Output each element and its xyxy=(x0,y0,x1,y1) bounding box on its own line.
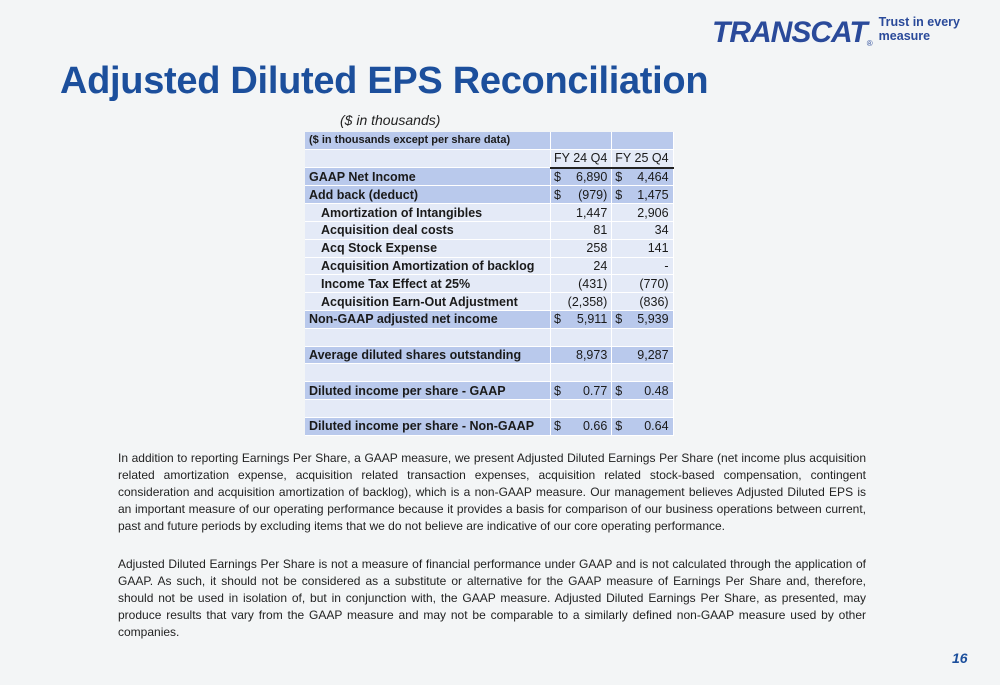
table-row xyxy=(305,221,673,239)
blank-cell xyxy=(551,399,612,417)
value-text: 1,475 xyxy=(637,187,669,202)
value-text: 0.66 xyxy=(582,419,608,434)
spacer-row xyxy=(305,364,673,382)
table-row xyxy=(305,417,673,435)
currency-symbol: $ xyxy=(615,169,623,184)
currency-symbol: $ xyxy=(615,419,623,434)
reconciliation-table xyxy=(305,132,674,436)
table-row xyxy=(305,257,673,275)
blank-cell xyxy=(612,328,673,346)
table-header-row xyxy=(305,149,673,167)
blank-cell xyxy=(612,399,673,417)
blank-cell xyxy=(305,328,551,346)
table-row xyxy=(305,186,673,204)
gaap-disclaimer-paragraph: Adjusted Diluted Earnings Per Share is not a measure of financial performance under GAAP and is not calculated through the application of GAAP. As such, it should not be considered as a substitute or alternative for the GAAP measure of Earnings Per Share and, therefore, should not be used in isolation of, but in conjunction with, the GAAP measure. Adjusted Diluted Earnings Per Share, as presented, may produce results that vary from the GAAP measure and may not be comparable to a similarly defined non-GAAP measure used by other companies. xyxy=(118,557,866,639)
fy24-value: 81 xyxy=(551,221,612,239)
value-text: 6,890 xyxy=(576,169,608,184)
transcat-logo xyxy=(712,16,1000,48)
blank-cell xyxy=(551,328,612,346)
value-text: 0.64 xyxy=(644,419,669,434)
fy24-value: 258 xyxy=(551,239,612,257)
table-caption: ($ in thousands except per share data) xyxy=(305,132,551,149)
fy24-value: 1,447 xyxy=(551,204,612,222)
table-row xyxy=(305,310,673,328)
fy25-value: (836) xyxy=(612,293,673,311)
row-label: GAAP Net Income xyxy=(305,168,551,186)
currency-symbol: $ xyxy=(554,383,561,398)
fy24-value: (2,358) xyxy=(551,293,612,311)
currency-symbol: $ xyxy=(554,419,561,434)
row-label: Diluted income per share - GAAP xyxy=(305,382,551,400)
currency-symbol: $ xyxy=(554,312,561,327)
currency-symbol: $ xyxy=(554,169,561,184)
fy25-value xyxy=(612,310,673,328)
fy25-value: 141 xyxy=(612,239,673,257)
blank-cell xyxy=(551,364,612,382)
blank-cell xyxy=(305,399,551,417)
fy25-value: (770) xyxy=(612,275,673,293)
fy24-value xyxy=(551,417,612,435)
row-label: Acquisition deal costs xyxy=(305,221,551,239)
fy25-value xyxy=(612,168,673,186)
fy25-value: - xyxy=(612,257,673,275)
currency-symbol: $ xyxy=(615,187,623,202)
row-label: Add back (deduct) xyxy=(305,186,551,204)
fy25-value xyxy=(612,417,673,435)
logo-registered-mark: ® xyxy=(866,39,873,48)
blank-cell xyxy=(305,149,551,167)
spacer-row xyxy=(305,399,673,417)
units-subtitle: ($ in thousands) xyxy=(340,112,441,128)
fy25-value: 2,906 xyxy=(612,204,673,222)
value-text: 5,939 xyxy=(637,312,669,327)
row-label: Acquisition Earn-Out Adjustment xyxy=(305,293,551,311)
value-text: 5,911 xyxy=(576,312,608,327)
column-header-fy25q4: FY 25 Q4 xyxy=(612,149,673,167)
row-label: Acq Stock Expense xyxy=(305,239,551,257)
column-header-fy24q4: FY 24 Q4 xyxy=(551,149,612,167)
table-caption-row xyxy=(305,132,673,149)
page-title: Adjusted Diluted EPS Reconciliation xyxy=(60,60,709,102)
table-row xyxy=(305,346,673,364)
value-text: 0.48 xyxy=(644,383,669,398)
value-text: 0.77 xyxy=(582,383,608,398)
blank-cell xyxy=(612,364,673,382)
table-row xyxy=(305,168,673,186)
fy24-value: (431) xyxy=(551,275,612,293)
logo-wordmark: TRANSCAT xyxy=(712,16,867,49)
logo-tagline: Trust in every measure xyxy=(878,15,960,43)
page-number: 16 xyxy=(952,650,968,666)
fy25-value: 34 xyxy=(612,221,673,239)
blank-cell xyxy=(551,132,612,149)
fy24-value xyxy=(551,186,612,204)
row-label: Diluted income per share - Non-GAAP xyxy=(305,417,551,435)
table-row xyxy=(305,293,673,311)
fy25-value xyxy=(612,382,673,400)
blank-cell xyxy=(305,364,551,382)
row-label: Income Tax Effect at 25% xyxy=(305,275,551,293)
fy25-value: 9,287 xyxy=(612,346,673,364)
row-label: Non-GAAP adjusted net income xyxy=(305,310,551,328)
table-row xyxy=(305,239,673,257)
table-row xyxy=(305,204,673,222)
row-label: Average diluted shares outstanding xyxy=(305,346,551,364)
fy25-value xyxy=(612,186,673,204)
fy24-value: 8,973 xyxy=(551,346,612,364)
spacer-row xyxy=(305,328,673,346)
value-text: (979) xyxy=(578,187,608,202)
fy24-value xyxy=(551,168,612,186)
value-text: 4,464 xyxy=(637,169,669,184)
fy24-value xyxy=(551,310,612,328)
blank-cell xyxy=(612,132,673,149)
table-row xyxy=(305,382,673,400)
fy24-value xyxy=(551,382,612,400)
currency-symbol: $ xyxy=(615,383,623,398)
eps-explanation-paragraph: In addition to reporting Earnings Per Share, a GAAP measure, we present Adjusted Diluted Earnings Per Share (net income plus acquisition related amortization expense, acquisition related transaction expenses, acquisition related stock-based compensation, contingent consideration and acquisition amortization of backlog), which is a non-GAAP measure. Our management believes Adjusted Diluted EPS is an important measure of our operating performance because it provides a basis for comparison of our business operations between current, past and future periods by excluding items that we do not believe are indicative of our core operating performance. xyxy=(118,451,866,533)
currency-symbol: $ xyxy=(554,187,561,202)
row-label: Amortization of Intangibles xyxy=(305,204,551,222)
fy24-value: 24 xyxy=(551,257,612,275)
table-row xyxy=(305,275,673,293)
row-label: Acquisition Amortization of backlog xyxy=(305,257,551,275)
currency-symbol: $ xyxy=(615,312,623,327)
